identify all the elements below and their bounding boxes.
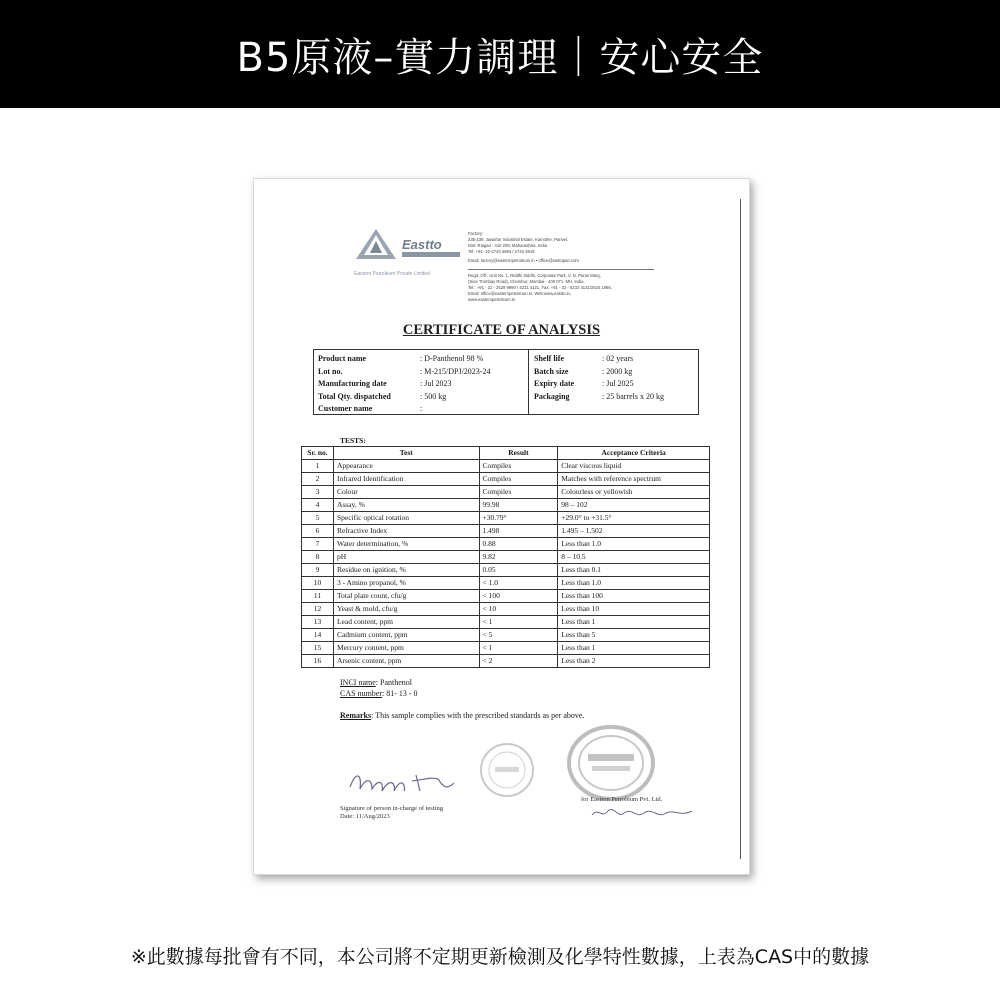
info-label: Product name [318, 354, 367, 363]
row-result: 99.98 [479, 499, 558, 512]
row-test: Colour [333, 486, 479, 499]
row-test: Cadmium content, ppm [333, 629, 479, 642]
column-header: Test [333, 447, 479, 460]
inci-line [340, 677, 418, 688]
row-criteria: Less than 10 [558, 603, 710, 616]
address-line: Email: factory@easternpetroleum.in • office@eastopan.com [468, 258, 579, 263]
info-row [318, 366, 490, 379]
info-row [318, 403, 490, 416]
row-result: < 1 [479, 616, 558, 629]
row-result: < 1 [479, 642, 558, 655]
signature-caption: Signature of person in-charge of testing [340, 805, 443, 812]
remarks-label: Remarks [340, 711, 372, 720]
certificate-title [254, 322, 749, 339]
product-info-box [313, 349, 699, 415]
info-label: Packaging [534, 391, 570, 401]
info-row [534, 366, 664, 379]
row-result: 0.88 [479, 538, 558, 551]
address-line: Email: office@easternpetroleum.in, Web:www.eastto.in, [468, 291, 572, 296]
address-line: 235-239, Jawahar Industrial Estate, Kamothe, Panvel, [468, 237, 569, 242]
tests-table-body [302, 460, 710, 668]
row-test: Appearance [333, 460, 479, 473]
tester-signature [346, 765, 466, 799]
row-sr-no: 4 [302, 499, 334, 512]
row-test: Residue on ignition, % [333, 564, 479, 577]
company-logo [354, 227, 474, 267]
row-sr-no: 5 [302, 512, 334, 525]
info-value: : 2000 kg [602, 366, 633, 376]
table-row [302, 642, 710, 655]
row-criteria: +29.0° to +31.5° [558, 512, 710, 525]
row-test: Refractive Index [333, 525, 479, 538]
row-criteria: Less than 0.1 [558, 564, 710, 577]
info-value: : 02 years [602, 354, 634, 363]
info-value: : 25 barrels x 20 kg [602, 391, 664, 401]
row-test: Specific optical rotation [333, 512, 479, 525]
info-value: : Jul 2025 [602, 379, 634, 388]
info-label: Total Qty. dispatched [318, 391, 391, 401]
scan-edge-line [740, 199, 741, 859]
address-line: Tel.: +91 - 22 - 2529 9990 / 4231 4121, Fax: +91 - 22 - 6232 4131/2524 1866, [468, 285, 612, 290]
row-sr-no: 1 [302, 460, 334, 473]
address-line: Tel: +91- 22-2743 3694 / 2743 3819 [468, 249, 535, 254]
row-criteria: Less than 1.0 [558, 577, 710, 590]
row-result: < 100 [479, 590, 558, 603]
info-label: Shelf life [534, 354, 564, 363]
tests-label: TESTS: [340, 436, 366, 445]
info-left-column [318, 353, 490, 416]
row-result: < 2 [479, 655, 558, 668]
table-row [302, 538, 710, 551]
address-line: (Sion Trombay Road), Chembur, Mumbai - 400 071. MH, India. [468, 279, 585, 284]
info-row [318, 353, 490, 366]
table-row [302, 564, 710, 577]
row-criteria: Less than 5 [558, 629, 710, 642]
row-criteria: Clear viscous liquid [558, 460, 710, 473]
info-value: : [420, 404, 423, 413]
info-label: Batch size [534, 366, 569, 376]
row-sr-no: 7 [302, 538, 334, 551]
banner-title: B5原液–實力調理｜安心安全 [236, 34, 764, 81]
info-label: Customer name [318, 404, 373, 413]
info-row [318, 378, 490, 391]
row-sr-no: 8 [302, 551, 334, 564]
tests-table [301, 446, 710, 668]
info-value: : 500 kg [420, 391, 447, 401]
row-criteria: 1.495 – 1.502 [558, 525, 710, 538]
row-test: Arsenic content, ppm [333, 655, 479, 668]
row-sr-no: 10 [302, 577, 334, 590]
address-line: www.easternpetroleum.in [468, 297, 516, 302]
table-row [302, 629, 710, 642]
row-sr-no: 15 [302, 642, 334, 655]
info-label: Lot no. [318, 366, 343, 376]
info-value: : D-Panthenol 98 % [420, 354, 484, 363]
row-test: Infrared Identification [333, 473, 479, 486]
row-sr-no: 14 [302, 629, 334, 642]
row-criteria: Less than 1.0 [558, 538, 710, 551]
row-sr-no: 6 [302, 525, 334, 538]
certificate-title-text: CERTIFICATE OF ANALYSIS [402, 322, 601, 338]
row-result: Compiles [479, 473, 558, 486]
round-stamp-left [479, 742, 535, 798]
info-row [534, 353, 664, 366]
address-line: Regd. Off.: Unit No. 1, Riddhi Siddhi, Corporate Park, V. N. Purav Marg, [468, 273, 601, 278]
row-result: +30.79° [479, 512, 558, 525]
table-header-row [302, 447, 710, 460]
info-label: Manufacturing date [318, 379, 387, 388]
remarks-text: : This sample complies with the prescribed standards as per above. [371, 711, 585, 720]
row-criteria: 98 – 102 [558, 499, 710, 512]
row-sr-no: 9 [302, 564, 334, 577]
address-divider [468, 269, 654, 270]
row-criteria: 8 – 10.5 [558, 551, 710, 564]
address-line: Dist: Raigad - 410 209, Maharashtra, India [468, 243, 547, 248]
row-test: Total plate count, cfu/g [333, 590, 479, 603]
table-row [302, 512, 710, 525]
table-row [302, 616, 710, 629]
inci-value: : Panthenol [375, 678, 412, 687]
signature-block [340, 805, 443, 821]
column-header: Result [479, 447, 558, 460]
row-test: Assay, % [333, 499, 479, 512]
company-seal-stamp [566, 724, 656, 802]
certificate-document [253, 178, 750, 875]
row-criteria: Less than 1 [558, 642, 710, 655]
row-sr-no: 3 [302, 486, 334, 499]
row-result: < 1.0 [479, 577, 558, 590]
row-sr-no: 2 [302, 473, 334, 486]
table-row [302, 460, 710, 473]
signature-date: Date: 11/Aug/2023 [340, 813, 390, 820]
row-criteria: Less than 2 [558, 655, 710, 668]
table-row [302, 551, 710, 564]
row-test: Yeast & mold, cfu/g [333, 603, 479, 616]
inci-label: INCI name [340, 678, 376, 687]
footer-note: ※此數據每批會有不同，本公司將不定期更新檢測及化學特性數據，上表為CAS中的數據 [130, 946, 870, 968]
row-criteria: Less than 100 [558, 590, 710, 603]
table-row [302, 525, 710, 538]
row-result: Compiles [479, 486, 558, 499]
column-header: Sr. no. [302, 447, 334, 460]
row-sr-no: 16 [302, 655, 334, 668]
row-result: Compiles [479, 460, 558, 473]
info-row [318, 391, 490, 404]
cas-label: CAS number [340, 689, 382, 698]
column-header: Acceptance Criteria [558, 447, 710, 460]
row-sr-no: 13 [302, 616, 334, 629]
row-result: 1.498 [479, 525, 558, 538]
logo-bar [402, 252, 460, 257]
row-criteria: Matches with reference spectrum [558, 473, 710, 486]
row-test: Mercury content, ppm [333, 642, 479, 655]
address-line: Factory: [468, 231, 484, 236]
top-banner [0, 0, 1000, 108]
logo-text: Eastto [402, 237, 442, 252]
info-divider [528, 350, 529, 414]
row-result: < 10 [479, 603, 558, 616]
for-company-label: for Eastern Petroleum Pvt. Ltd. [581, 796, 663, 803]
remarks-line [340, 711, 584, 720]
row-criteria: Colourless or yellowish [558, 486, 710, 499]
table-row [302, 486, 710, 499]
row-sr-no: 12 [302, 603, 334, 616]
logo-mountain-icon [354, 227, 398, 261]
table-row [302, 655, 710, 668]
table-row [302, 603, 710, 616]
authorized-signature [588, 803, 698, 825]
row-test: Lead content, ppm [333, 616, 479, 629]
row-criteria: Less than 1 [558, 616, 710, 629]
inci-block [340, 677, 418, 699]
table-row [302, 577, 710, 590]
row-result: 0.05 [479, 564, 558, 577]
row-result: 9.82 [479, 551, 558, 564]
row-test: pH [333, 551, 479, 564]
table-row [302, 499, 710, 512]
info-right-column [534, 353, 664, 403]
info-value: : M-215/DPJ/2023-24 [420, 366, 491, 376]
cas-value: : 81- 13 - 0 [382, 689, 418, 698]
table-row [302, 473, 710, 486]
info-value: : Jul 2023 [420, 379, 452, 388]
info-row [534, 391, 664, 404]
table-row [302, 590, 710, 603]
info-row [534, 378, 664, 391]
cas-line [340, 688, 418, 699]
row-sr-no: 11 [302, 590, 334, 603]
row-test: 3 - Amino propanol, % [333, 577, 479, 590]
row-test: Water determination, % [333, 538, 479, 551]
row-result: < 5 [479, 629, 558, 642]
company-line: Eastern Petroleum Private Limited [354, 271, 430, 277]
info-label: Expiry date [534, 379, 575, 388]
